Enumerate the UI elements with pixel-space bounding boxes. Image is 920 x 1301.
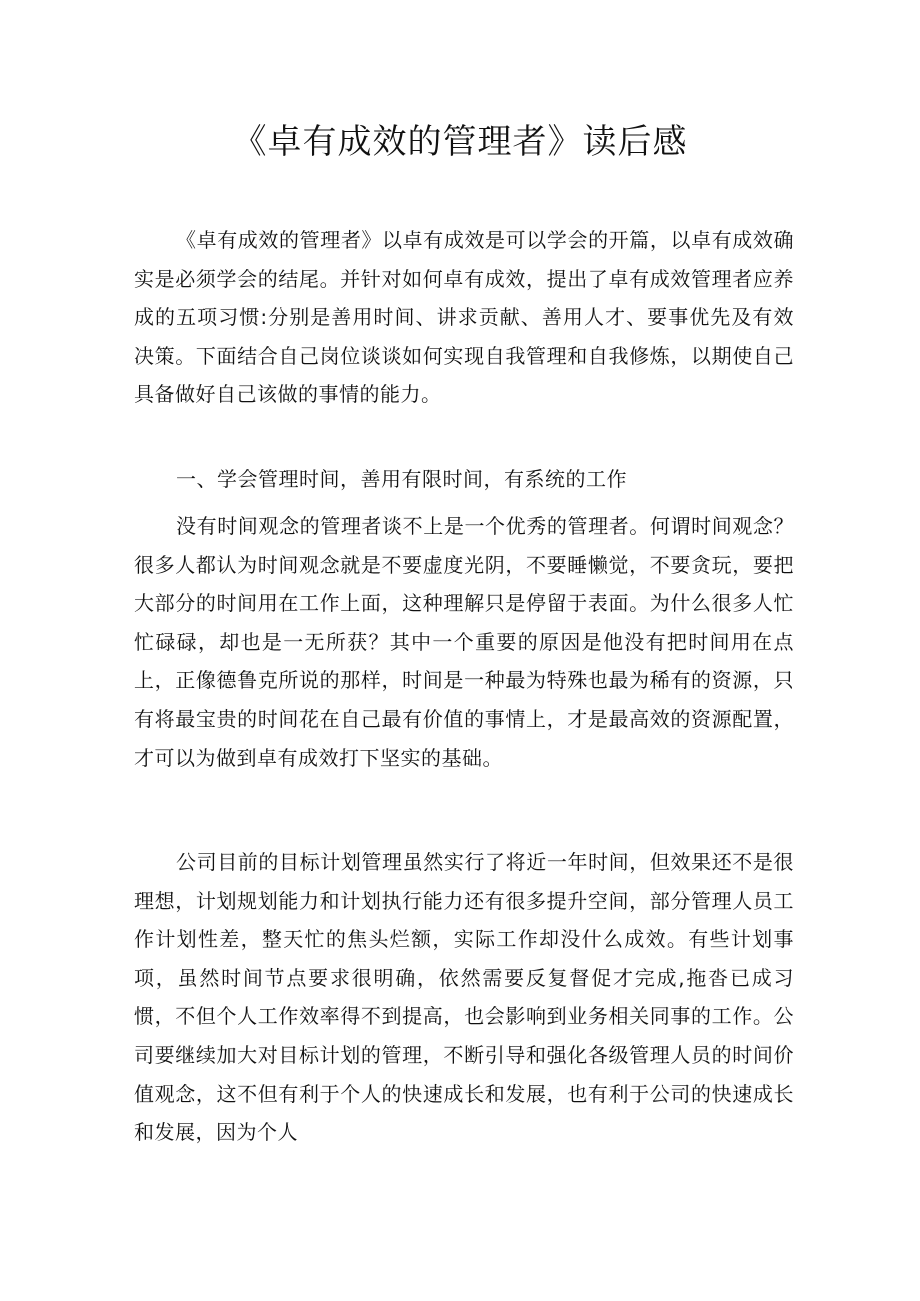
time-concept-paragraph: 没有时间观念的管理者谈不上是一个优秀的管理者。何谓时间观念？很多人都认为时间观念就是不要虚度光阴，不要睡懒觉，不要贪玩，要把大部分的时间用在工作上面，这种理解只是停留于表面。为什么很多人忙忙碌碌，却也是一无所获？其中一个重要的原因是他没有把时间用在点上，正像德鲁克所说的那样，时间是一种最为特殊也最为稀有的资源，只有将最宝贵的时间花在自己最有价值的事情上，才是最高效的资源配置，才可以为做到卓有成效打下坚实的基础。 [134,514,794,770]
section-heading: 一、学会管理时间，善用有限时间，有系统的工作 [176,467,627,491]
document-title: 《卓有成效的管理者》读后感 [232,122,688,162]
company-plan-paragraph: 公司目前的目标计划管理虽然实行了将近一年时间，但效果还不是很理想，计划规划能力和计划执行能力还有很多提升空间，部分管理人员工作计划性差，整天忙的焦头烂额，实际工作却没什么成效。有些计划事项，虽然时间节点要求很明确，依然需要反复督促才完成,拖沓已成习惯，不但个人工作效率得不到提高，也会影响到业务相关同事的工作。公司要继续加大对目标计划的管理，不断引导和强化各级管理人员的时间价值观念，这不但有利于个人的快速成长和发展，也有利于公司的快速成长和发展，因为个人 [134,850,794,1145]
intro-paragraph: 《卓有成效的管理者》以卓有成效是可以学会的开篇，以卓有成效确实是必须学会的结尾。并针对如何卓有成效，提出了卓有成效管理者应养成的五项习惯:分别是善用时间、讲求贡献、善用人才、要事优先及有效决策。下面结合自己岗位谈谈如何实现自我管理和自我修炼，以期使自己具备做好自己该做的事情的能力。 [134,228,794,407]
